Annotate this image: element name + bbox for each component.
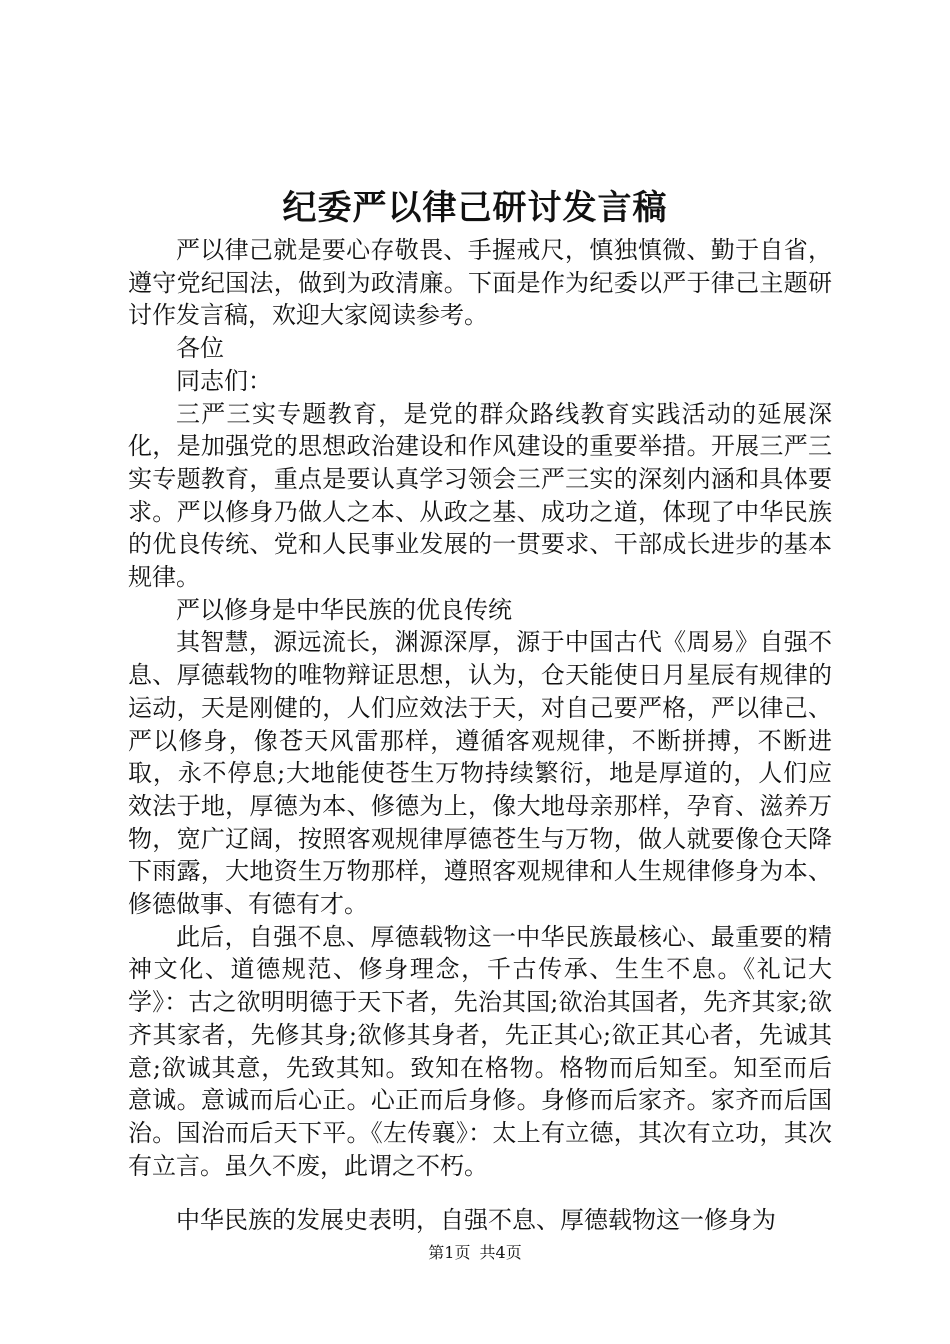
paragraph-intro: 严以律己就是要心存敬畏、手握戒尺，慎独慎微、勤于自省，遵守党纪国法，做到为政清廉。下面是作为纪委以严于律己主题研讨作发言稿，欢迎大家阅读参考。 [128, 236, 832, 330]
paragraph-salutation-comrades: 同志们： [176, 366, 272, 395]
page-total: 共4页 [479, 1243, 522, 1262]
paragraph-education: 三严三实专题教育，是党的群众路线教育实践活动的延展深化，是加强党的思想政治建设和作风建设的重要举措。开展三严三实专题教育，重点是要认真学习领会三严三实的深刻内涵和具体要求。严以修身乃做人之本、从政之基、成功之道，体现了中华民族的优良传统、党和人民事业发展的一贯要求、干部成长进步的基本规律。 [128, 399, 832, 592]
page-number: 第1页 [428, 1243, 471, 1262]
section-heading: 严以修身是中华民族的优良传统 [176, 595, 512, 624]
paragraph-heritage: 此后，自强不息、厚德载物这一中华民族最核心、最重要的精神文化、道德规范、修身理念，千古传承、生生不息。《礼记大学》：古之欲明明德于天下者，先治其国;欲治其国者，先齐其家;欲齐其家者，先修其身;欲修其身者，先正其心;欲正其心者，先诚其意;欲诚其意，先致其知。致知在格物。格物而后知至。知至而后意诚。意诚而后心正。心正而后身修。身修而后家齐。家齐而后国治。国治而后天下平。《左传襄》：太上有立德，其次有立功，其次有立言。虽久不废，此谓之不朽。 [128, 922, 832, 1180]
page-footer [0, 1242, 950, 1264]
document-body [128, 234, 832, 1237]
page-title: 纪委严以律己研讨发言稿 [282, 188, 668, 228]
paragraph-wisdom: 其智慧，源远流长，渊源深厚，源于中国古代《周易》自强不息、厚德载物的唯物辩证思想，认为，仓天能使日月星辰有规律的运动，天是刚健的，人们应效法于天，对自己要严格，严以律己、严以修身，像苍天风雷那样，遵循客观规律，不断拼搏，不断进取，永不停息;大地能使苍生万物持续繁衍，地是厚道的，人们应效法于地，厚德为本、修德为上，像大地母亲那样，孕育、滋养万物，宽广辽阔，按照客观规律厚德苍生与万物，做人就要像仓天降下雨露，大地资生万物那样，遵照客观规律和人生规律修身为本、修德做事、有德有才。 [128, 628, 832, 919]
paragraph-history: 中华民族的发展史表明，自强不息、厚德载物这一修身为 [176, 1206, 776, 1235]
paragraph-salutation: 各位 [176, 334, 224, 363]
